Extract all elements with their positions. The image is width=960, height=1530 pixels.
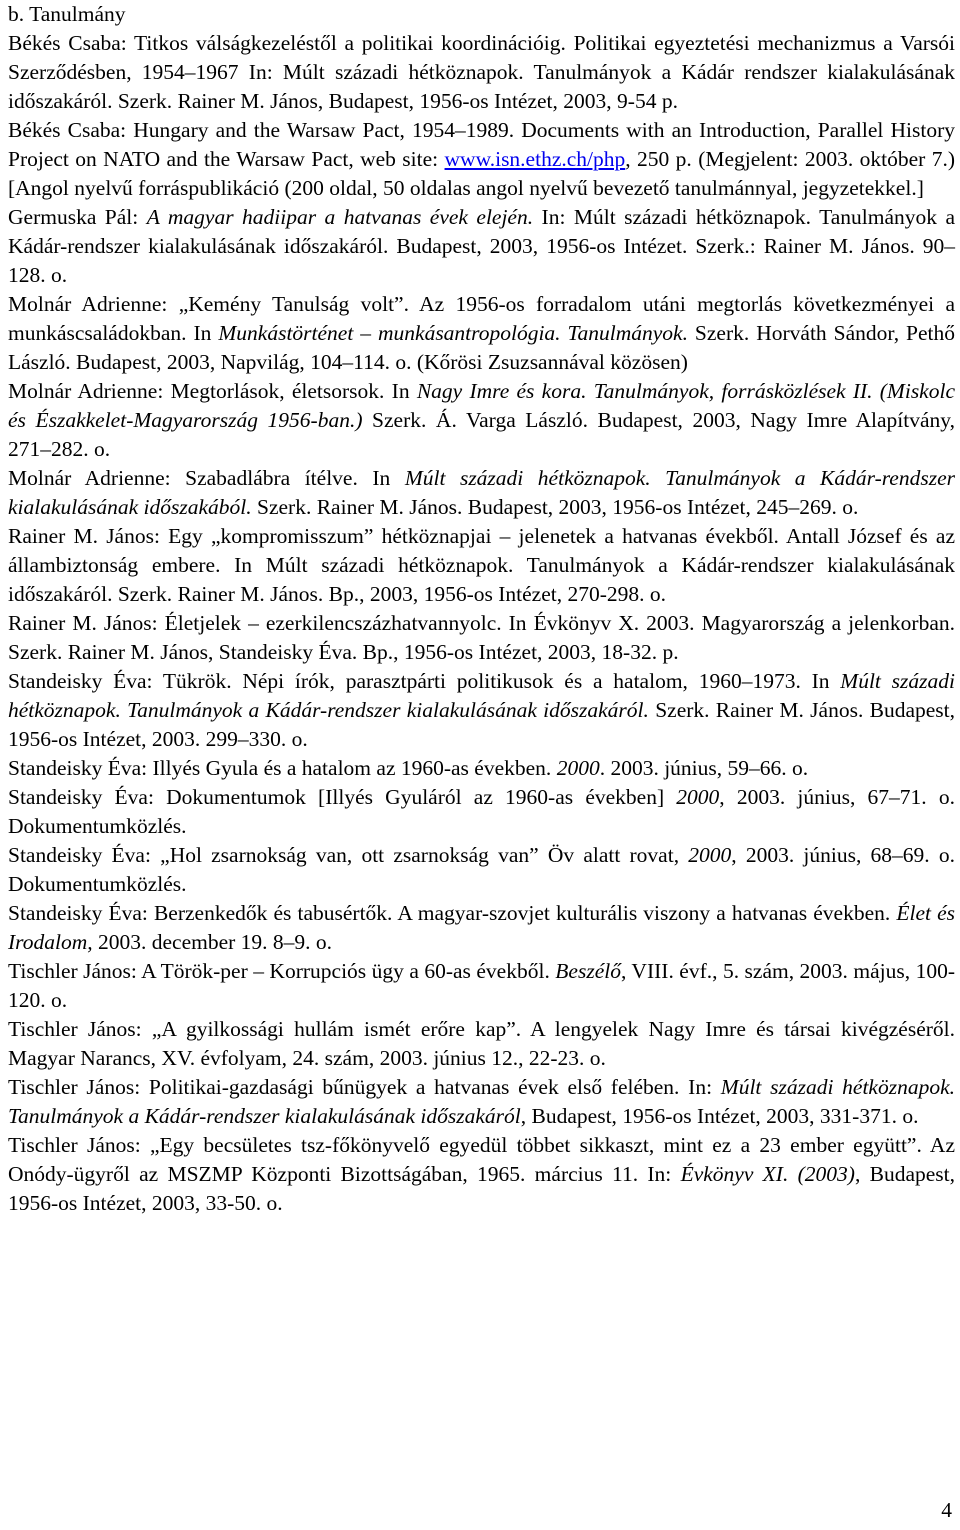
section-heading: b. Tanulmány — [8, 2, 126, 26]
entry-text: Standeisky Éva: Berzenkedők és tabusértők. A magyar-szovjet kulturális viszony a hatvanas években. — [8, 901, 897, 925]
entry-italic-title: Élet és Irodalom, — [8, 901, 955, 954]
entry-text: Molnár Adrienne: „Kemény Tanulság volt”. Az 1956-os forradalom utáni megtorlás következményei a munkáscsaládokban. In — [8, 292, 955, 345]
entry-text: . 2003. június, 59–66. o. — [599, 756, 809, 780]
entry-text: Rainer M. János: Egy „kompromisszum” hétköznapjai – jelenetek a hatvanas évekből. Antall József és az állambiztonság embere. In Múlt századi hétköznapok. Tanulmányok a Kádár-rendszer kialakulásának időszakáról. Szerk. Rainer M. János. Bp., 2003, 1956-os Intézet, 270-298. o. — [8, 524, 955, 606]
bibliography-entry-bekes-1 — [8, 29, 955, 116]
bibliography-entry-tischler-2 — [8, 1015, 955, 1073]
bibliography-entry-germuska — [8, 203, 955, 290]
entry-italic-title: Évkönyv XI. (2003) — [680, 1162, 855, 1186]
entry-italic-title: Múlt századi hétköznapok. Tanulmányok a Kádár-rendszer kialakulásának időszakáról. — [8, 669, 955, 722]
bibliography-entry-molnar-2 — [8, 377, 955, 464]
entry-text: , 2003. június, 68–69. o. Dokumentumközlés. — [8, 843, 955, 896]
entry-italic-title: Munkástörténet – munkásantropológia. Tanulmányok. — [218, 321, 688, 345]
entry-text: Tischler János: „A gyilkossági hullám ismét erőre kap”. A lengyelek Nagy Imre és társai kivégzéséről. Magyar Narancs, XV. évfolyam, 24. szám, 2003. június 12., 22-23. o. — [8, 1017, 955, 1070]
entry-text: Standeisky Éva: Dokumentumok [Illyés Gyuláról az 1960-as években] — [8, 785, 677, 809]
entry-text: Békés Csaba: Titkos válságkezeléstől a politikai koordinációig. Politikai egyeztetési mechanizmus a Varsói Szerződésben, 1954–1967 In: Múlt századi hétköznapok. Tanulmányok a Kádár rendszer kialakulásának időszakáról. Szerk. Rainer M. János, Budapest, 1956-os Intézet, 2003, 9-54 p. — [8, 31, 955, 113]
entry-italic-title: Nagy Imre és kora. Tanulmányok, forrásközlések II. (Miskolc és Északkelet-Magyarország 1956-ban.) — [8, 379, 955, 432]
entry-text: , VIII. évf., 5. szám, 2003. május, 100-120. o. — [8, 959, 956, 1012]
document-page — [8, 0, 955, 1218]
bibliography-entry-bekes-2 — [8, 116, 955, 203]
bibliography-entry-rainer-1 — [8, 522, 955, 609]
entry-text: , 250 p. (Megjelent: 2003. október 7.) [Angol nyelvű forráspublikáció (200 oldal, 50 oldalas angol nyelvű bevezető tanulmánnyal, jegyzetekkel.] — [8, 147, 955, 200]
bibliography-entry-tischler-3 — [8, 1073, 955, 1131]
bibliography-entry-tischler-1 — [8, 957, 955, 1015]
entry-italic-title: A magyar hadiipar a hatvanas évek elején. — [146, 205, 534, 229]
entry-italic-title: 2000 — [676, 785, 720, 809]
entry-text: Szerk. Á. Varga László. Budapest, 2003, Nagy Imre Alapítvány, 271–282. o. — [8, 408, 955, 461]
bibliography-entry-molnar-3 — [8, 464, 955, 522]
entry-text: Tischler János: „Egy becsületes tsz-főkönyvelő egyedül többet sikkaszt, mint ez a 23 ember együtt”. Az Onódy-ügyről az MSZMP Központi Bizottságában, 1965. március 11. In: — [8, 1133, 955, 1186]
entry-text: Standeisky Éva: Illyés Gyula és a hatalom az 1960-as években. — [8, 756, 557, 780]
bibliography-entry-standeisky-2 — [8, 754, 955, 783]
entry-text: Molnár Adrienne: Szabadlábra ítélve. In — [8, 466, 405, 490]
page-number: 4 — [941, 1498, 952, 1522]
entry-text: Germuska Pál: — [8, 205, 147, 229]
bibliography-list — [8, 29, 955, 1218]
entry-italic-title: Múlt századi hétköznapok. Tanulmányok a Kádár-rendszer kialakulásának időszakáról — [8, 1075, 956, 1128]
bibliography-entry-tischler-4 — [8, 1131, 955, 1218]
bibliography-entry-molnar-1 — [8, 290, 955, 377]
entry-text: Szerk. Horváth Sándor, Pethő László. Budapest, 2003, Napvilág, 104–114. o. (Kőrösi Zsuzsannával közösen) — [8, 321, 956, 374]
entry-text: Tischler János: A Török-per – Korrupciós ügy a 60-as évekből. — [8, 959, 556, 983]
entry-text: Rainer M. János: Életjelek – ezerkilencszázhatvannyolc. In Évkönyv X. 2003. Magyarország a jelenkorban. Szerk. Rainer M. János, Standeisky Éva. Bp., 1956-os Intézet, 2003, 18-32. p. — [8, 611, 955, 664]
entry-text: 2003. december 19. 8–9. o. — [92, 930, 333, 954]
bibliography-entry-standeisky-5 — [8, 899, 955, 957]
website-link[interactable]: www.isn.ethz.ch/php — [444, 147, 626, 171]
entry-text: Tischler János: Politikai-gazdasági bűnügyek a hatvanas évek első felében. In: — [8, 1075, 721, 1099]
bibliography-entry-standeisky-4 — [8, 841, 955, 899]
bibliography-entry-rainer-2 — [8, 609, 955, 667]
entry-text: Molnár Adrienne: Megtorlások, életsorsok. In — [8, 379, 417, 403]
entry-text: In: Múlt századi hétköznapok. Tanulmányok a Kádár-rendszer kialakulásának időszakáról. Budapest, 2003, 1956-os Intézet. Szerk.: Rainer M. János. 90–128. o. — [8, 205, 956, 287]
entry-text: , 2003. június, 67–71. o. Dokumentumközlés. — [8, 785, 955, 838]
entry-italic-title: Múlt századi hétköznapok. Tanulmányok a Kádár-rendszer kialakulásának időszakából. — [8, 466, 955, 519]
entry-text: Szerk. Rainer M. János. Budapest, 2003, 1956-os Intézet, 245–269. o. — [251, 495, 859, 519]
entry-text: Standeisky Éva: „Hol zsarnokság van, ott zsarnokság van” Öv alatt rovat, — [8, 843, 689, 867]
entry-text: , Budapest, 1956-os Intézet, 2003, 331-371. o. — [520, 1104, 919, 1128]
entry-italic-title: 2000 — [688, 843, 732, 867]
entry-text: Szerk. Rainer M. János. Budapest, 1956-os Intézet, 2003. 299–330. o. — [8, 698, 955, 751]
entry-text: Békés Csaba: Hungary and the Warsaw Pact, 1954–1989. Documents with an Introduction, Parallel History Project on NATO and the Warsaw Pact, web site: — [8, 118, 955, 171]
entry-text: Standeisky Éva: Tükrök. Népi írók, parasztpárti politikusok és a hatalom, 1960–1973. In — [8, 669, 841, 693]
entry-italic-title: Beszélő — [555, 959, 621, 983]
entry-text: , Budapest, 1956-os Intézet, 2003, 33-50. o. — [8, 1162, 955, 1215]
bibliography-entry-standeisky-1 — [8, 667, 955, 754]
bibliography-entry-standeisky-3 — [8, 783, 955, 841]
entry-italic-title: 2000 — [556, 756, 600, 780]
